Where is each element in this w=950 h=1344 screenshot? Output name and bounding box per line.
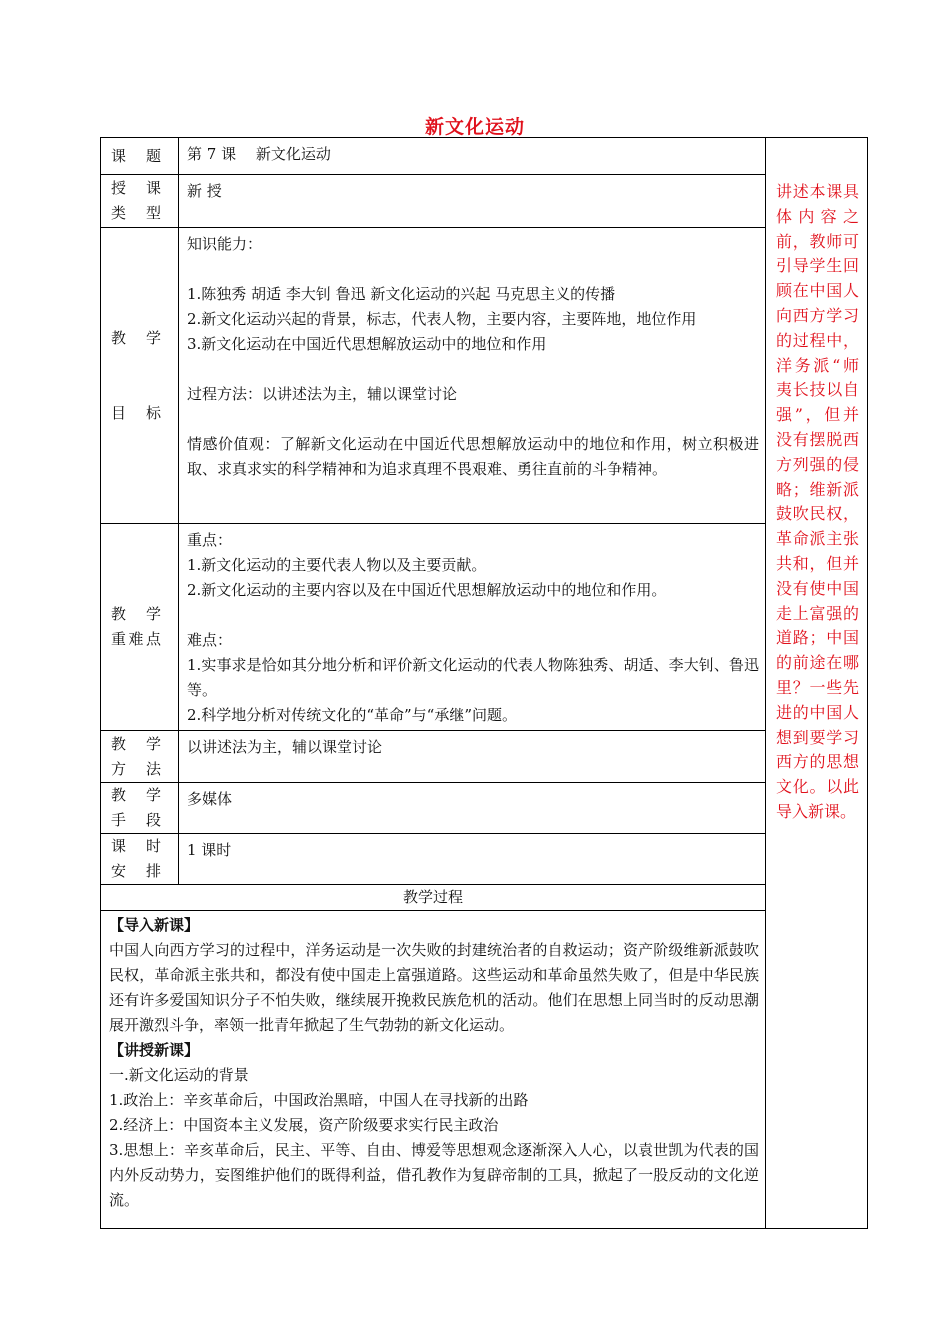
row-key-points <box>101 524 868 731</box>
row-type <box>101 175 868 228</box>
objectives-content <box>179 228 766 524</box>
label-key-points-line-2: 重难点 <box>111 630 161 648</box>
label-method <box>101 731 179 783</box>
lecture-point: 3.思想上：辛亥革命后，民主、平等、自由、博爱等思想观念逐渐深入人心，以袁世凯为代表的国内外反动势力，妄图维护他们的既得利益，借孔教作为复辟帝制的工具，掀起了一股反动的文化逆流。 <box>109 1141 759 1209</box>
row-topic <box>101 138 868 175</box>
value-schedule: 1 课时 <box>179 834 766 885</box>
value-topic: 第 7 课 新文化运动 <box>179 138 766 175</box>
side-note: 讲述本课具体内容之前，教师可引导学生回顾在中国人向西方学习的过程中，洋务派“师夷长技以自强”，但并没有摆脱西方列强的侵略；维新派鼓吹民权，革命派主张共和，但并没有使中国走上富强的道路；中国的前途在哪里？一些先进的中国人想到要学习西方的思想文化。以此导入新课。 <box>776 182 859 821</box>
label-topic <box>101 138 179 175</box>
difficulty-item: 1.实事求是恰如其分地分析和评价新文化运动的代表人物陈独秀、胡适、李大钊、鲁迅等。 <box>187 656 759 699</box>
label-key-points <box>101 524 179 731</box>
page-title: 新文化运动 <box>424 116 525 138</box>
label-type-line-1: 授 课 <box>111 179 161 197</box>
side-note-cell <box>766 138 868 1229</box>
row-means <box>101 783 868 834</box>
intro-text: 中国人向西方学习的过程中，洋务运动是一次失败的封建统治者的自救运动；资产阶级维新派鼓吹民权，革命派主张共和，都没有使中国走上富强道路。这些运动和革命虽然失败了，但是中华民族还有许多爱国知识分子不怕失败，继续展开挽救民族危机的活动。他们在思想上同当时的反动思潮展开激烈斗争，率领一批青年掀起了生气勃勃的新文化运动。 <box>109 941 759 1034</box>
process-body <box>101 911 766 1229</box>
row-process-heading <box>101 885 868 911</box>
label-topic-text: 课题 <box>111 146 161 165</box>
difficulty-item: 2.科学地分析对传统文化的“革命”与“承继”问题。 <box>187 706 517 724</box>
label-objectives <box>101 228 179 524</box>
row-objectives <box>101 228 868 524</box>
objective-item: 3.新文化运动在中国近代思想解放运动中的地位和作用 <box>187 335 547 353</box>
label-type <box>101 175 179 228</box>
objective-item: 2.新文化运动兴起的背景，标志，代表人物，主要内容，主要阵地，地位作用 <box>187 310 697 328</box>
label-schedule-line-1: 课 时 <box>111 837 161 855</box>
value-means: 多媒体 <box>179 783 766 834</box>
difficulty-heading: 难点： <box>187 631 233 649</box>
label-schedule-line-2: 安 排 <box>111 862 161 880</box>
lecture-point: 1.政治上：辛亥革命后，中国政治黑暗，中国人在寻找新的出路 <box>109 1091 529 1109</box>
label-method-line-2: 方 法 <box>111 759 161 778</box>
objective-item: 1.陈独秀 胡适 李大钊 鲁迅 新文化运动的兴起 马克思主义的传播 <box>187 285 616 303</box>
objectives-process: 过程方法：以讲述法为主，辅以课堂讨论 <box>187 385 458 403</box>
lecture-point: 2.经济上：中国资本主义发展，资产阶级要求实行民主政治 <box>109 1116 499 1134</box>
label-schedule <box>101 834 179 885</box>
label-objectives-line-2: 目 标 <box>111 403 161 422</box>
label-means-line-1: 教 学 <box>111 786 161 804</box>
label-key-points-line-1: 教 学 <box>111 605 161 623</box>
focus-heading: 重点： <box>187 531 233 549</box>
value-type: 新 授 <box>179 175 766 228</box>
label-means <box>101 783 179 834</box>
process-heading: 教学过程 <box>101 885 766 911</box>
objectives-heading: 知识能力： <box>187 235 263 253</box>
row-process-body <box>101 911 868 1229</box>
lecture-heading: 【讲授新课】 <box>109 1041 200 1059</box>
label-objectives-line-1: 教 学 <box>111 328 161 347</box>
value-method: 以讲述法为主，辅以课堂讨论 <box>179 731 766 783</box>
intro-heading: 【导入新课】 <box>109 916 200 934</box>
row-method <box>101 731 868 783</box>
label-type-line-2: 类 型 <box>111 204 161 222</box>
objectives-values: 情感价值观：了解新文化运动在中国近代思想解放运动中的地位和作用，树立积极进取、求真求实的科学精神和为追求真理不畏艰难、勇往直前的斗争精神。 <box>187 435 759 478</box>
row-schedule <box>101 834 868 885</box>
focus-item: 1.新文化运动的主要代表人物以及主要贡献。 <box>187 556 487 574</box>
lecture-section: 一.新文化运动的背景 <box>109 1066 249 1084</box>
key-points-content <box>179 524 766 731</box>
focus-item: 2.新文化运动的主要内容以及在中国近代思想解放运动中的地位和作用。 <box>187 581 667 599</box>
lesson-plan-table <box>100 137 868 1229</box>
label-means-line-2: 手 段 <box>111 811 161 829</box>
label-method-line-1: 教 学 <box>111 734 161 753</box>
